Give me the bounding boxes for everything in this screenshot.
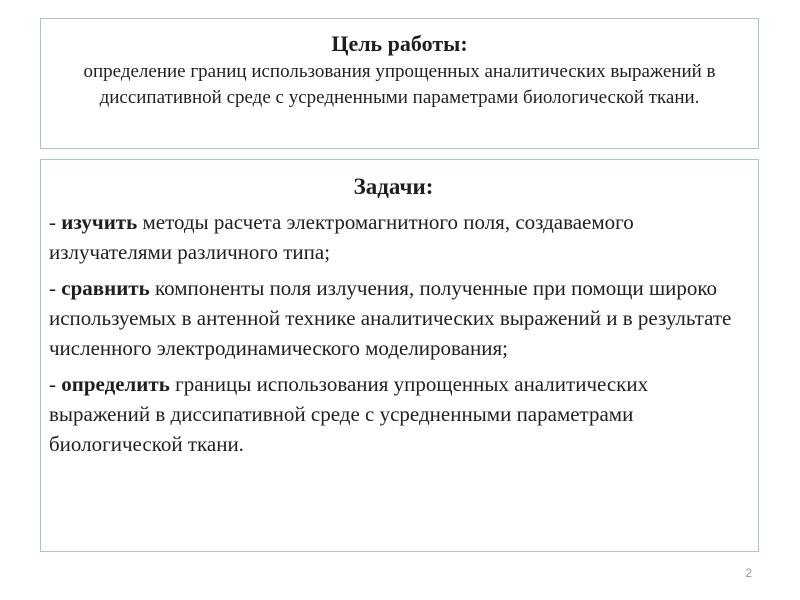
- task-prefix: -: [49, 372, 62, 396]
- task-prefix: -: [49, 276, 62, 300]
- goal-text: определение границ использования упрощенных аналитических выражений в диссипативной среде с усредненными параметрами биологической ткани.: [83, 61, 716, 108]
- task-prefix: -: [49, 210, 62, 234]
- page-number: 2: [745, 566, 752, 580]
- task-verb: определить: [61, 372, 170, 396]
- task-item: [49, 207, 738, 267]
- task-verb: сравнить: [61, 276, 150, 300]
- goal-title: Цель работы:: [331, 31, 468, 56]
- task-item: [49, 273, 738, 363]
- task-verb: изучить: [61, 210, 138, 234]
- goal-box: [40, 18, 759, 149]
- task-text: методы расчета электромагнитного поля, создаваемого излучателями различного типа;: [49, 210, 634, 264]
- task-text: границы использования упрощенных аналитических выражений в диссипативной среде с усредненными параметрами биологической ткани.: [49, 372, 649, 456]
- tasks-box: [40, 159, 759, 552]
- task-item: [49, 369, 738, 459]
- task-text: компоненты поля излучения, полученные при помощи широко используемых в антенной технике аналитических выражений и в результате численного электродинамического моделирования;: [49, 276, 732, 360]
- tasks-title: Задачи:: [353, 174, 434, 199]
